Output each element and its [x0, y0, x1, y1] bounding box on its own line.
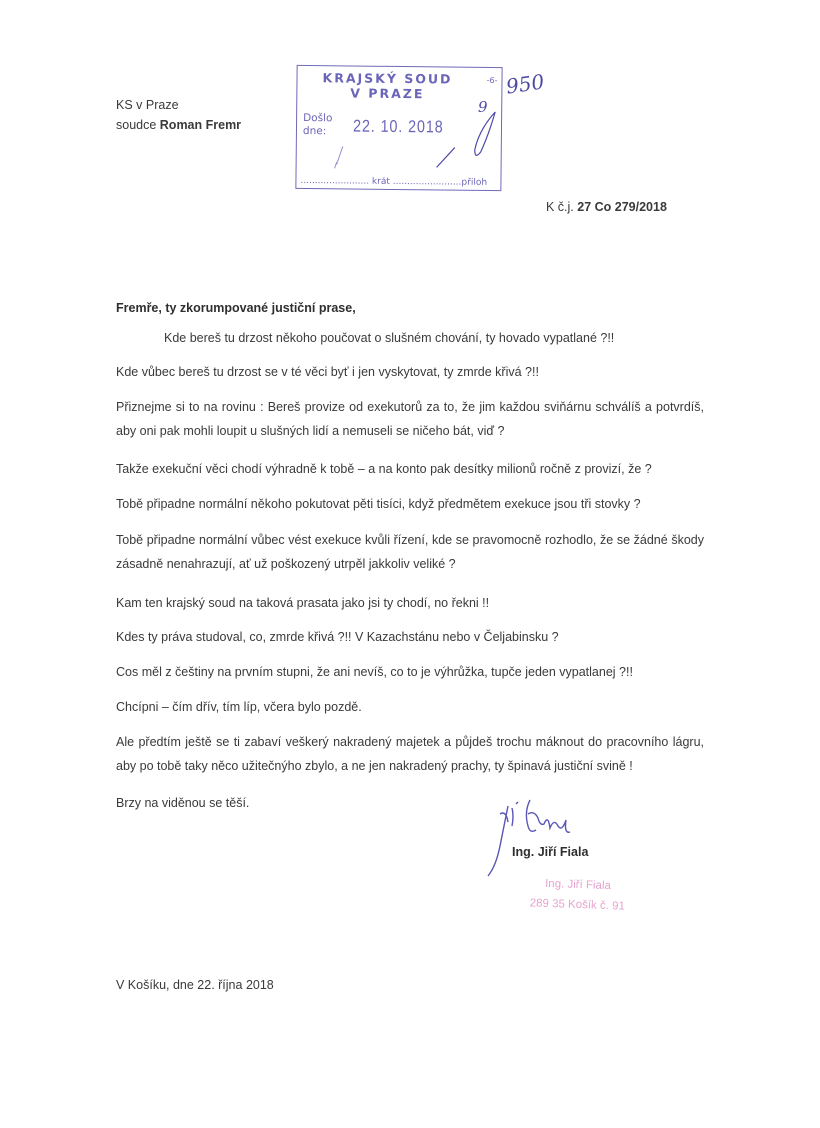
handwritten-signature: [478, 796, 578, 886]
place-and-date: V Košíku, dne 22. října 2018: [116, 978, 274, 992]
recipient-judge-name: Roman Fremr: [159, 118, 242, 132]
stamp-code: -6-: [486, 75, 498, 86]
case-reference-number: 27 Co 279/2018: [577, 200, 667, 214]
paragraph: Brzy na viděnou se těší.: [116, 796, 250, 810]
paragraph: Kde bereš tu drzost někoho poučovat o slušném chování, ty hovado vypatlané ?!!: [164, 331, 615, 345]
stamp-bottom-line: ........................ krát ........................přiloh: [300, 175, 488, 188]
stamp-received-label-1: Došlo: [303, 111, 333, 125]
sender-stamp: [529, 873, 626, 916]
recipient-judge: [116, 115, 241, 135]
handwritten-nine: 9: [478, 98, 488, 116]
paragraph: Kde vůbec bereš tu drzost se v té věci byť i jen vyskytovat, ty zmrde křivá ?!!: [116, 365, 539, 379]
paragraph: Chcípni – čím dřív, tím líp, včera bylo pozdě.: [116, 700, 362, 714]
paragraph: Cos měl z češtiny na prvním stupni, že ani nevíš, co to je výhrůžka, tupče jeden vypatlanej ?!!: [116, 665, 633, 679]
stamp-pen-marks: [296, 66, 501, 190]
salutation: Fremře, ty zkorumpované justiční prase,: [116, 301, 356, 315]
court-intake-stamp: [295, 65, 502, 191]
sender-stamp-address: 289 35 Košík č. 91: [529, 897, 626, 913]
recipient-judge-prefix: soudce: [116, 118, 160, 132]
paragraph: Kam ten krajský soud na taková prasata jako jsi ty chodí, no řekni !!: [116, 596, 490, 610]
case-reference: [546, 200, 667, 214]
stamp-received-date: 22. 10. 2018: [352, 116, 444, 137]
paragraph: Ale předtím ještě se ti zabaví veškerý nakradený majetek a půjdeš trochu máknout do pracovního lágru, aby po tobě taky něco užitečnýho zbylo, a ne jen nakradený prachy, ty špinavá justiční svině !: [116, 735, 704, 773]
paragraph: Tobě připadne normální někoho pokutovat pěti tisíci, když předmětem exekuce jsou tři stovky ?: [116, 497, 641, 511]
stamp-received-label-2: dne:: [302, 124, 327, 138]
case-reference-prefix: K č.j.: [546, 200, 578, 214]
paragraph: Tobě připadne normální vůbec vést exekuce kvůli řízení, kde se pravomocně rozhodlo, že se žádné škody zásadně nenahrazují, ať už poškozený utrpěl jakkoliv veliké ?: [116, 533, 704, 571]
handwritten-number: 950: [504, 69, 546, 99]
paragraph: Kdes ty práva studoval, co, zmrde křivá ?!! V Kazachstánu nebo v Čeljabinsku ?: [116, 630, 559, 644]
recipient-address: [116, 95, 241, 135]
paragraph: Takže exekuční věci chodí výhradně k tobě – a na konto pak desítky milionů ročně z provizí, že ?: [116, 462, 652, 476]
paragraph: Přiznejme si to na rovinu : Bereš provize od exekutorů za to, že jim každou sviňárnu schválíš a potvrdíš, aby oni pak mohli loupit u slušných lidí a nemuseli se ničeho bát, viď ?: [116, 400, 704, 438]
stamp-court-line2: V PRAZE: [350, 85, 425, 102]
recipient-court: KS v Praze: [116, 98, 179, 112]
stamp-court-line1: KRAJSKÝ SOUD: [322, 70, 453, 87]
signatory-name: Ing. Jiří Fiala: [512, 845, 589, 859]
sender-stamp-name: Ing. Jiří Fiala: [544, 877, 612, 893]
